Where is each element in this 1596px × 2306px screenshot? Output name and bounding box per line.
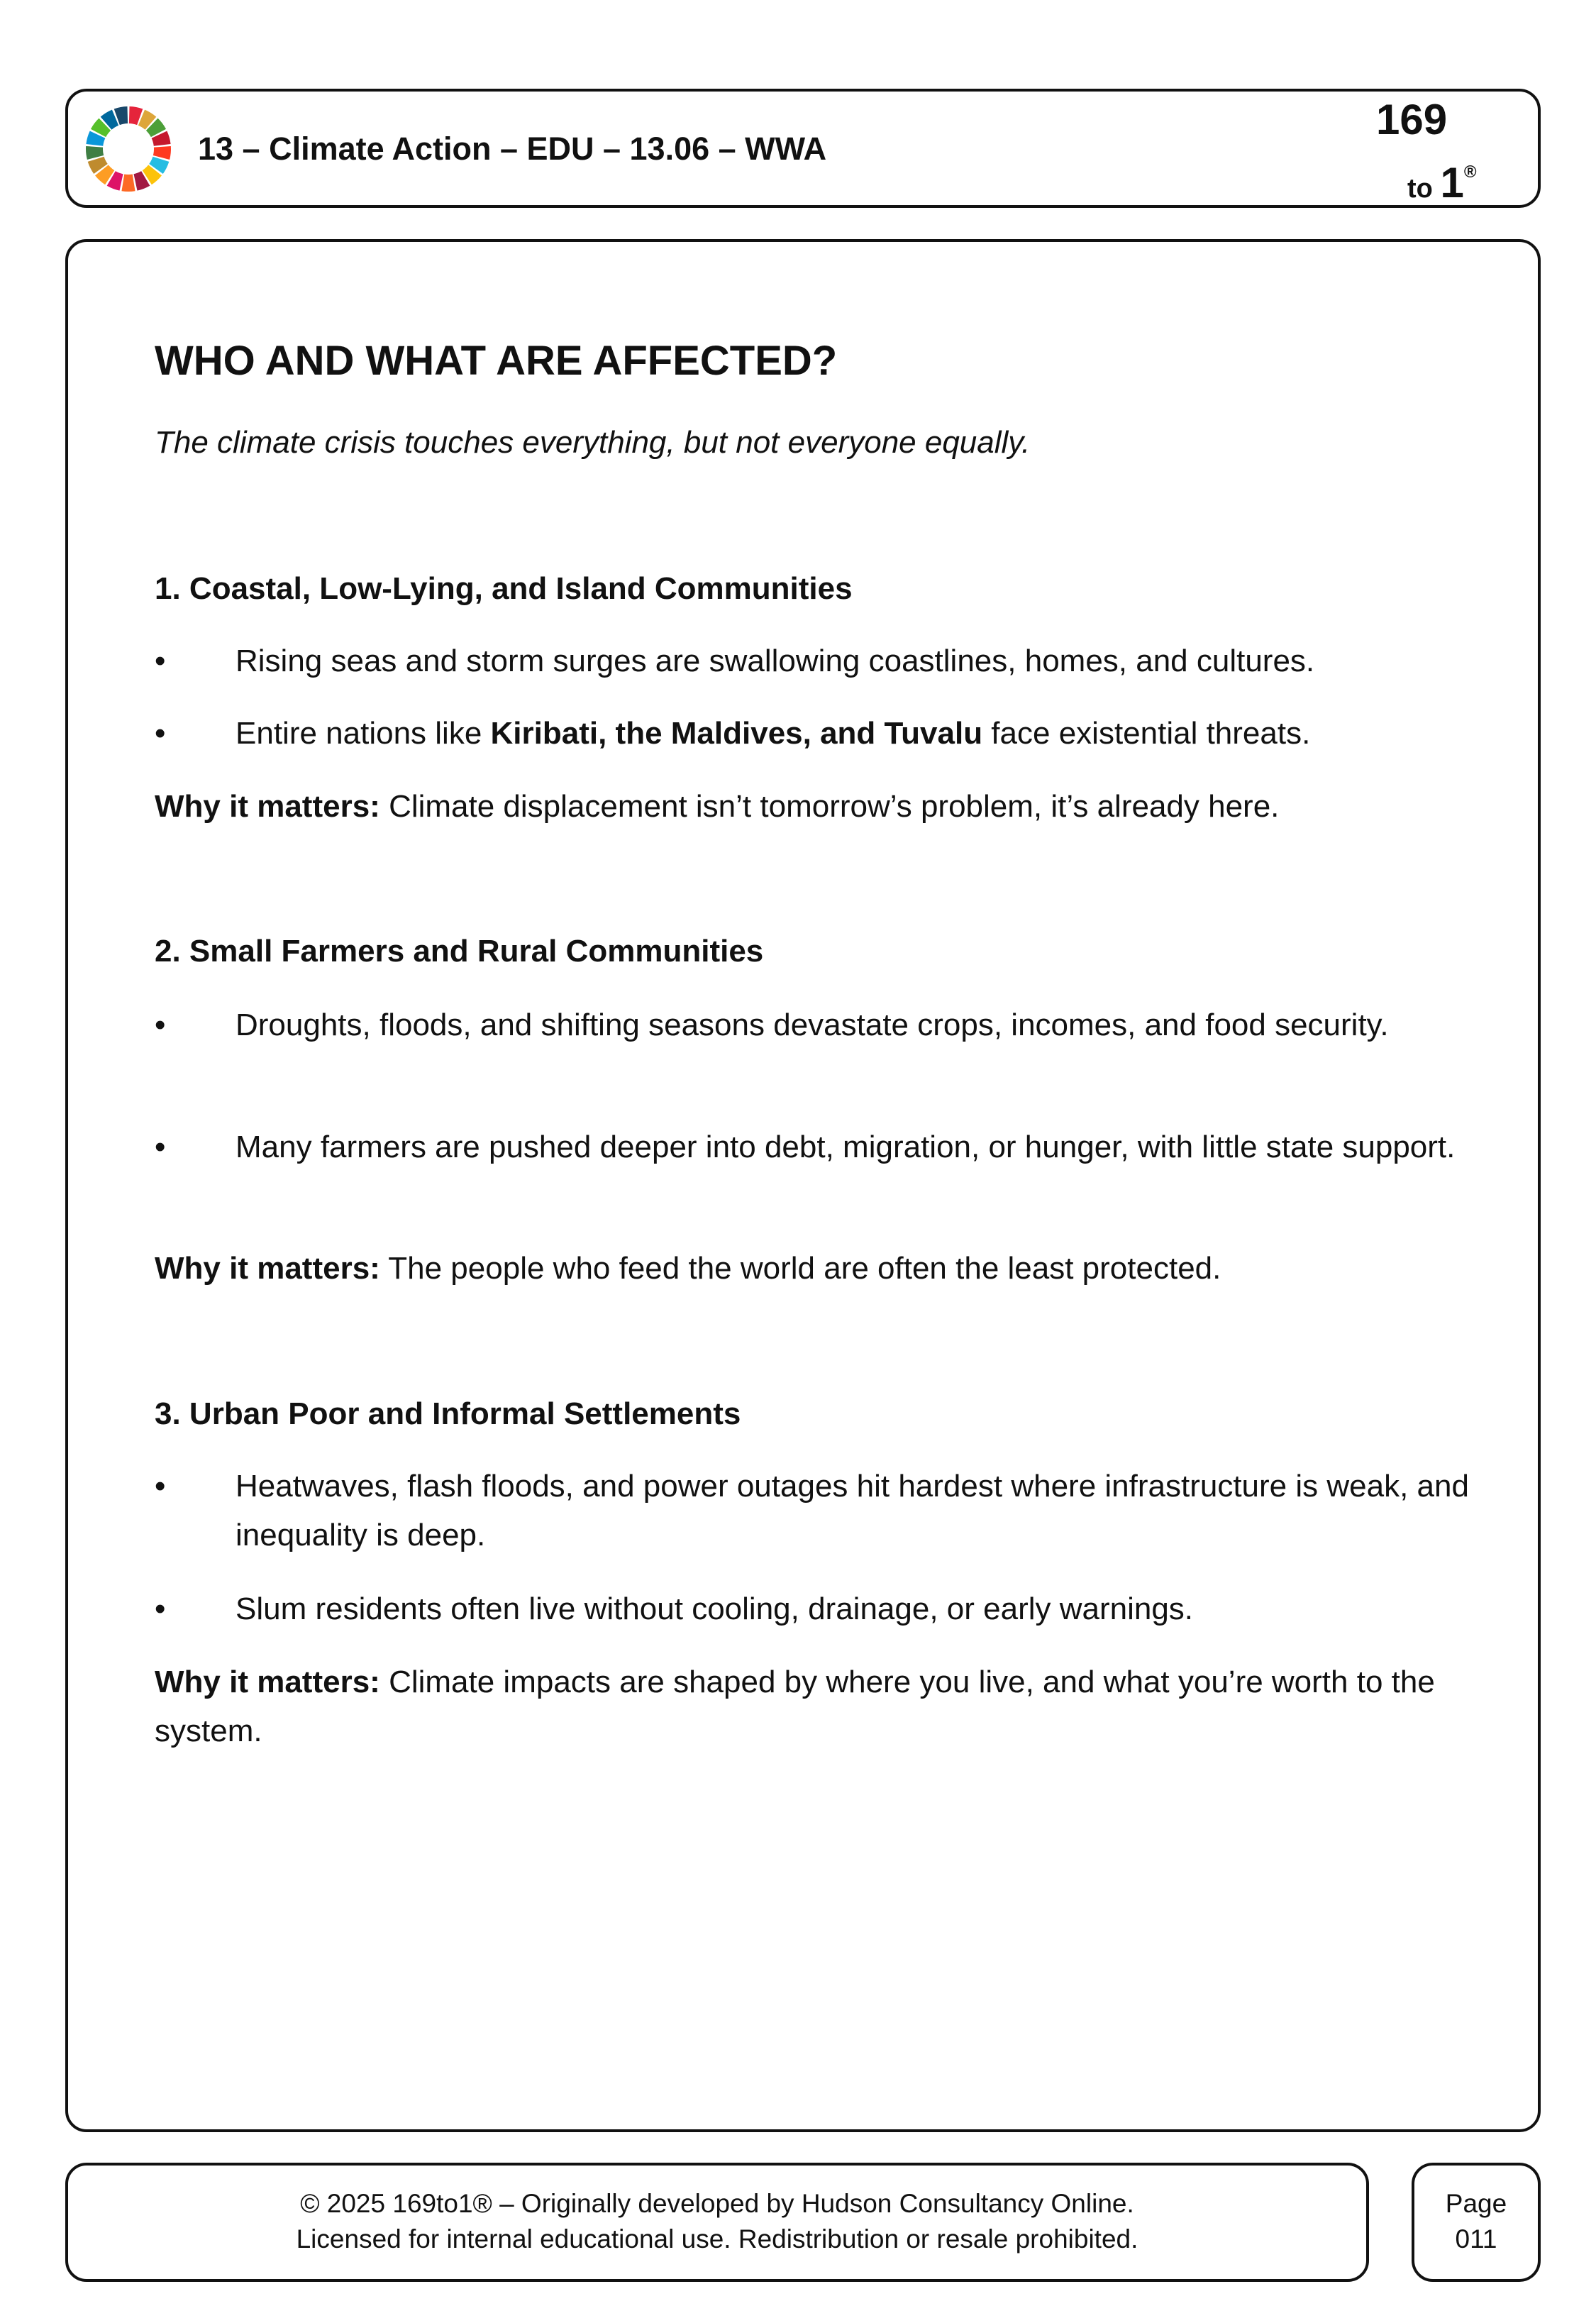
sdg-wheel-logo — [84, 104, 173, 194]
bullet-text-post: face existential threats. — [982, 716, 1311, 751]
why-text: Climate displacement isn’t tomorrow’s problem, it’s already here. — [389, 789, 1280, 824]
bullet-text — [235, 709, 1555, 758]
bullet-text — [235, 1000, 1555, 1049]
why-label: Why it matters: — [155, 1251, 380, 1286]
document-title: 13 – Climate Action – EDU – 13.06 – WWA — [198, 131, 827, 167]
license-line: Licensed for internal educational use. Redistribution or resale prohibited. — [296, 2224, 1138, 2253]
bullet-text-pre: Heatwaves, flash floods, and power outages hit hardest where infrastructure is weak, and inequality is deep. — [235, 1469, 1469, 1552]
copyright-line: © 2025 169to1® – Originally developed by Hudson Consultancy Online. — [300, 2189, 1134, 2218]
bullet-text — [235, 636, 1555, 685]
bullet-icon: • — [155, 1008, 166, 1042]
why-it-matters — [155, 782, 1453, 831]
bullet-text-pre: Droughts, floods, and shifting seasons devastate crops, incomes, and food security. — [235, 1008, 1389, 1042]
bullet-icon: • — [155, 644, 166, 678]
content-panel — [65, 239, 1541, 2132]
brand-one: 1 — [1440, 159, 1464, 206]
page-subtitle: The climate crisis touches everything, but not everyone equally. — [155, 425, 1031, 460]
brand-logo-169: 169 — [1376, 96, 1448, 143]
page-title: WHO AND WHAT ARE AFFECTED? — [155, 338, 838, 384]
section-heading: 3. Urban Poor and Informal Settlements — [155, 1396, 741, 1431]
brand-logo-to-1 — [1407, 155, 1477, 206]
why-it-matters — [155, 1657, 1453, 1755]
bullet-text — [235, 1462, 1555, 1560]
registered-mark: ® — [1463, 162, 1477, 182]
brand-to: to — [1407, 174, 1433, 204]
why-it-matters — [155, 1244, 1453, 1293]
why-text: The people who feed the world are often the least protected. — [388, 1251, 1221, 1286]
bullet-icon: • — [155, 1469, 166, 1504]
why-label: Why it matters: — [155, 1665, 380, 1699]
bullet-icon: • — [155, 716, 166, 751]
bullet-text — [235, 1122, 1555, 1171]
why-label: Why it matters: — [155, 789, 380, 824]
bullet-text-pre: Rising seas and storm surges are swallowing coastlines, homes, and cultures. — [235, 644, 1315, 678]
bullet-icon: • — [155, 1591, 166, 1626]
sdg-wheel-segment — [121, 175, 135, 192]
bullet-text-pre: Slum residents often live without cooling, drainage, or early warnings. — [235, 1591, 1194, 1626]
bullet-text-pre: Many farmers are pushed deeper into debt, migration, or hunger, with little state support. — [235, 1130, 1456, 1164]
page-label: Page — [1445, 2189, 1507, 2218]
bullet-text-pre: Entire nations like — [235, 716, 491, 751]
section-heading: 2. Small Farmers and Rural Communities — [155, 934, 764, 969]
why-text: Climate impacts are shaped by where you live, and what you’re worth to the system. — [155, 1665, 1435, 1748]
bullet-text-bold: Kiribati, the Maldives, and Tuvalu — [490, 716, 983, 751]
section-heading: 1. Coastal, Low-Lying, and Island Communities — [155, 571, 853, 606]
bullet-icon: • — [155, 1130, 166, 1164]
page-number: 011 — [1455, 2224, 1497, 2253]
bullet-text — [235, 1584, 1555, 1633]
